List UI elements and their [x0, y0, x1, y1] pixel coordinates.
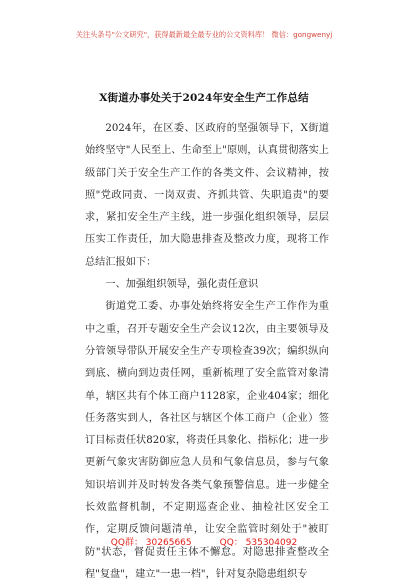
document-body [85, 118, 329, 586]
paragraph-section-1: 街道党工委、办事处始终将安全生产工作作为重中之重，召开专题安全生产会议12次，由主要领导及分管领导带队开展安全生产专项检查39次；编织纵向到底、横向到边责任网，重新梳理了安全监管对象清单，辖区共有个体工商户1128家，企业404家；细化任务落实到人，各社区与辖区个体工商户（企业）签订目标责任状820家，将责任具象化、指标化；进一步更新气象灾害防御应急人员和气象信息员，参与气象知识培训并及时转发各类气象预警信息。进一步健全长效监督机制，不定期巡查企业、抽检社区安全工作，定期反馈问题清单，让安全监管时刻处于"被盯防"状态，督促责任主体不懈怠。对隐患排查整改全程"复盘"，建立"一患一档"，针对复杂隐患组织专 [85, 301, 329, 580]
footer-qq: QQ： 535304092 [219, 538, 298, 548]
section-heading-1: 一、加强组织领导，强化责任意识 [105, 279, 259, 291]
top-banner: 关注头条号"公文研究"，获得最新最全最专业的公文资料库！ 微信：gongwenyj [75, 30, 333, 39]
footer-qq-group: QQ群： 30265665 [110, 538, 192, 548]
paragraph-intro: 2024年，在区委、区政府的坚强领导下，X街道始终坚守"人民至上、生命至上"原则，认真贯彻落实上级部门关于安全生产工作的各类文件、会议精神，按照"党政同责、一岗双责、齐抓共管、失职追责"的要求，紧扣安全生产主线，进一步强化组织领导，层层压实工作责任，加大隐患排查及整改力度，现将工作总结汇报如下： [85, 123, 329, 268]
footer-contact [0, 535, 408, 548]
document-title: X街道办事处关于2024年安全生产工作总结 [99, 92, 309, 104]
